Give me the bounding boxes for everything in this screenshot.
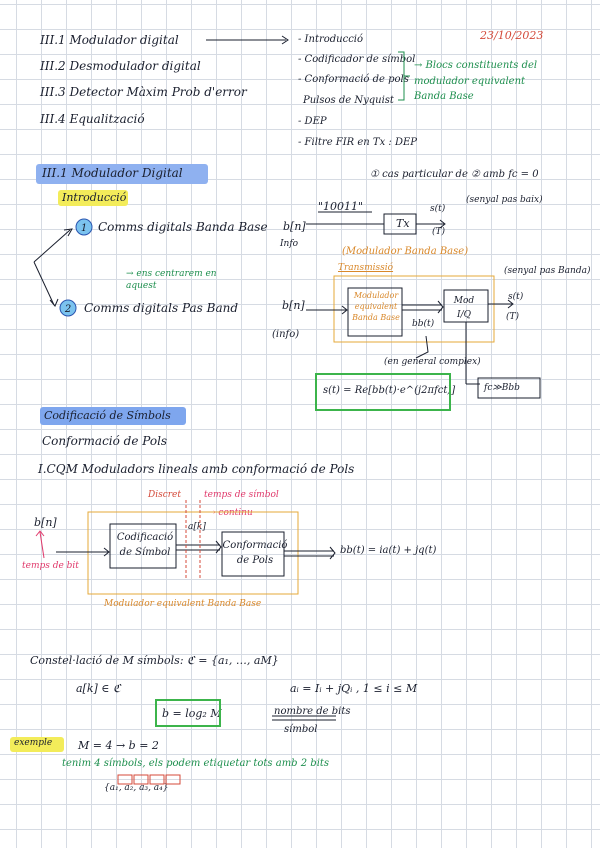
info-label-1: Info <box>280 239 299 249</box>
codificacio-block-label: Codificació de Símbol <box>116 532 174 558</box>
mod-equiv-label-2: Modulador equivalent Banda Base <box>104 599 262 609</box>
orange-mod-label: (Modulador Banda Base) <box>342 246 469 257</box>
subtitle-introduccio: Introducció <box>62 191 127 204</box>
output-formula: bb(t) = ia(t) + jq(t) <box>340 545 437 556</box>
b-formula: b = log₂ M <box>162 707 222 720</box>
svg-text:1: 1 <box>80 223 88 234</box>
temps-de-simbol-label: temps de símbol <box>204 490 279 500</box>
item-pas-band: Comms digitals Pas Band <box>84 301 239 315</box>
example-set: {a₁, a₂, a₃, a₄} <box>104 783 169 793</box>
info-label-2: (info) <box>272 329 300 340</box>
bits-denominator: símbol <box>284 724 318 735</box>
subtitle-conformacio: Conformació de Pols <box>42 434 168 448</box>
section-title-codificacio: Codificació de Símbols <box>44 409 171 422</box>
continu-label: → continu <box>208 508 253 518</box>
special-case: ① cas particular de ② amb fc = 0 <box>370 169 539 180</box>
example-line: M = 4 → b = 2 <box>78 739 159 752</box>
note-codificador: - Codificador de símbol <box>298 54 416 65</box>
fc-condition: fc≫Bbb <box>484 383 520 393</box>
toc-item-4: III.4 Equalització <box>40 112 145 126</box>
note-dep: - DEP <box>298 116 327 127</box>
item-banda-base: Comms digitals Banda Base <box>98 220 268 234</box>
conformacio-block-label: Conformació de Pols <box>222 540 288 566</box>
bn-label-1: b[n] <box>283 220 306 233</box>
note-filtre-fir: - Filtre FIR en Tx : DEP <box>298 137 418 148</box>
bn-label-3: b[n] <box>34 516 57 529</box>
svg-text:2: 2 <box>64 304 72 315</box>
section-title-modulador: III.1 Modulador Digital <box>42 166 183 180</box>
note-introduccio: - Introducció <box>298 34 364 45</box>
toc-item-2: III.2 Desmodulador digital <box>40 59 201 73</box>
bits-numerator: nombre de bits <box>274 706 351 717</box>
s-t-label-2: s(t) <box>508 292 524 302</box>
brace-note: → Blocs constituents del modulador equivalent Banda Base <box>414 60 538 102</box>
mod-equiv-label: Modulador equivalent Banda Base <box>352 291 400 322</box>
pas-banda-label: (senyal pas Banda) <box>504 266 591 276</box>
bits-string: "10011" <box>318 200 364 213</box>
s-t-label-1: s(t) <box>430 204 446 214</box>
exemple-label: exemple <box>14 738 53 748</box>
bbt-label: bb(t) <box>412 319 435 329</box>
t-label-1: (T) <box>432 227 446 237</box>
heading-cqm: I.CQM Moduladors lineals amb conformació de Pols <box>38 462 355 476</box>
toc-item-3: III.3 Detector Màxim Prob d'error <box>40 85 247 99</box>
ai-def: aᵢ = Iᵢ + jQᵢ , 1 ≤ i ≤ M <box>290 682 418 695</box>
example-text: tenim 4 símbols, els podem etiquetar tots amb 2 bits <box>62 758 330 769</box>
mod-iq-label: Mod I/Q <box>453 296 475 321</box>
toc-item-1: III.1 Modulador digital <box>40 33 179 47</box>
t-label-2: (T) <box>506 312 520 322</box>
constellation-def: Constel·lació de M símbols: ℭ = {a₁, …, aM} <box>30 654 279 667</box>
ak-in-c: a[k] ∈ ℭ <box>76 682 121 695</box>
note-nyquist: Pulsos de Nyquist <box>303 95 394 106</box>
ak-label: a[k] <box>188 522 206 532</box>
en-general-complex: (en general complex) <box>384 357 481 367</box>
temps-de-bit-label: temps de bit <box>22 561 79 571</box>
item2-note: → ens centrarem en aquest <box>126 269 217 292</box>
formula-st: s(t) = Re[bb(t)·e^(j2πfct)] <box>323 385 456 396</box>
bn-label-2: b[n] <box>282 299 305 312</box>
transmissio-label: Transmissió <box>338 263 394 273</box>
note-conformacio: - Conformació de pols <box>298 74 409 85</box>
tx-label: Tx <box>396 217 410 230</box>
special-case-note: (senyal pas baix) <box>466 195 543 205</box>
date: 23/10/2023 <box>480 29 544 42</box>
discret-label: Discret <box>148 490 181 500</box>
